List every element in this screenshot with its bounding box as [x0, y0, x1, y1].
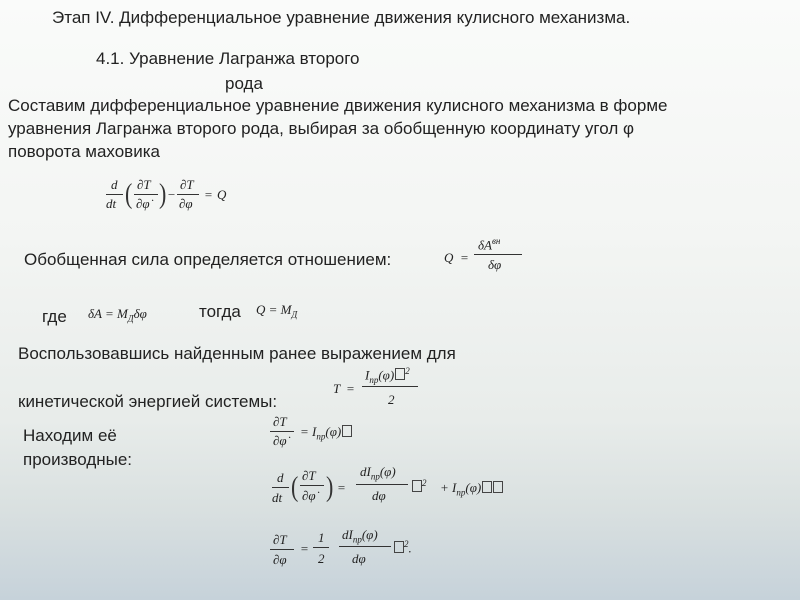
work-formula: $\delta A = M_Д\delta\varphi$: [88, 306, 147, 324]
fraction-bar: [272, 487, 289, 488]
fraction-bar: [474, 254, 522, 255]
fraction-bar: [270, 549, 294, 550]
paren-close: ): [326, 470, 334, 503]
fraction-bar: [356, 484, 408, 485]
phi-dot-placeholder-icon: [412, 480, 422, 492]
fraction-bar: [106, 194, 123, 195]
intro-line-2: уравнения Лагранжа второго рода, выбирая за обобщенную координату угол φ: [8, 119, 634, 138]
energy-line-2: кинетической энергией системы:: [18, 392, 278, 411]
intro-line-1: Составим дифференциальное уравнение движения кулисного механизма в форме: [8, 96, 668, 115]
phi-dot-placeholder-icon: [395, 368, 405, 380]
paren-open: (: [291, 470, 299, 503]
fraction-bar: [362, 386, 418, 387]
fraction-bar: [300, 485, 324, 486]
paren-open: (: [125, 177, 133, 210]
section-subtitle: 4.1. Уравнение Лагранжа второго: [96, 49, 360, 68]
placeholder-icon: [493, 481, 503, 493]
fraction-bar: [177, 194, 199, 195]
then-label: тогда: [199, 302, 241, 321]
where-label: где: [42, 307, 67, 326]
intro-line-3: поворота маховика: [8, 142, 160, 161]
force-result-formula: $Q = M_Д$: [256, 302, 298, 320]
section-subtitle-cont: рода: [225, 74, 263, 93]
paren-close: ): [159, 177, 167, 210]
page-title: Этап IV. Дифференциальное уравнение движения кулисного механизма.: [52, 8, 631, 27]
fraction-bar: [339, 546, 391, 547]
fraction-bar: [313, 547, 329, 548]
generalized-force-text: Обобщенная сила определяется отношением:: [24, 250, 392, 269]
phi-ddot-placeholder-icon: [482, 481, 492, 493]
derivatives-line-1: Находим её: [23, 426, 117, 445]
derivatives-line-2: производные:: [23, 450, 133, 469]
fraction-bar: [134, 194, 158, 195]
phi-dot-placeholder-icon: [394, 541, 404, 553]
fraction-bar: [270, 431, 294, 432]
energy-line-1: Воспользовавшись найденным ранее выражением для: [18, 344, 456, 363]
phi-dot-placeholder-icon: [342, 425, 352, 437]
